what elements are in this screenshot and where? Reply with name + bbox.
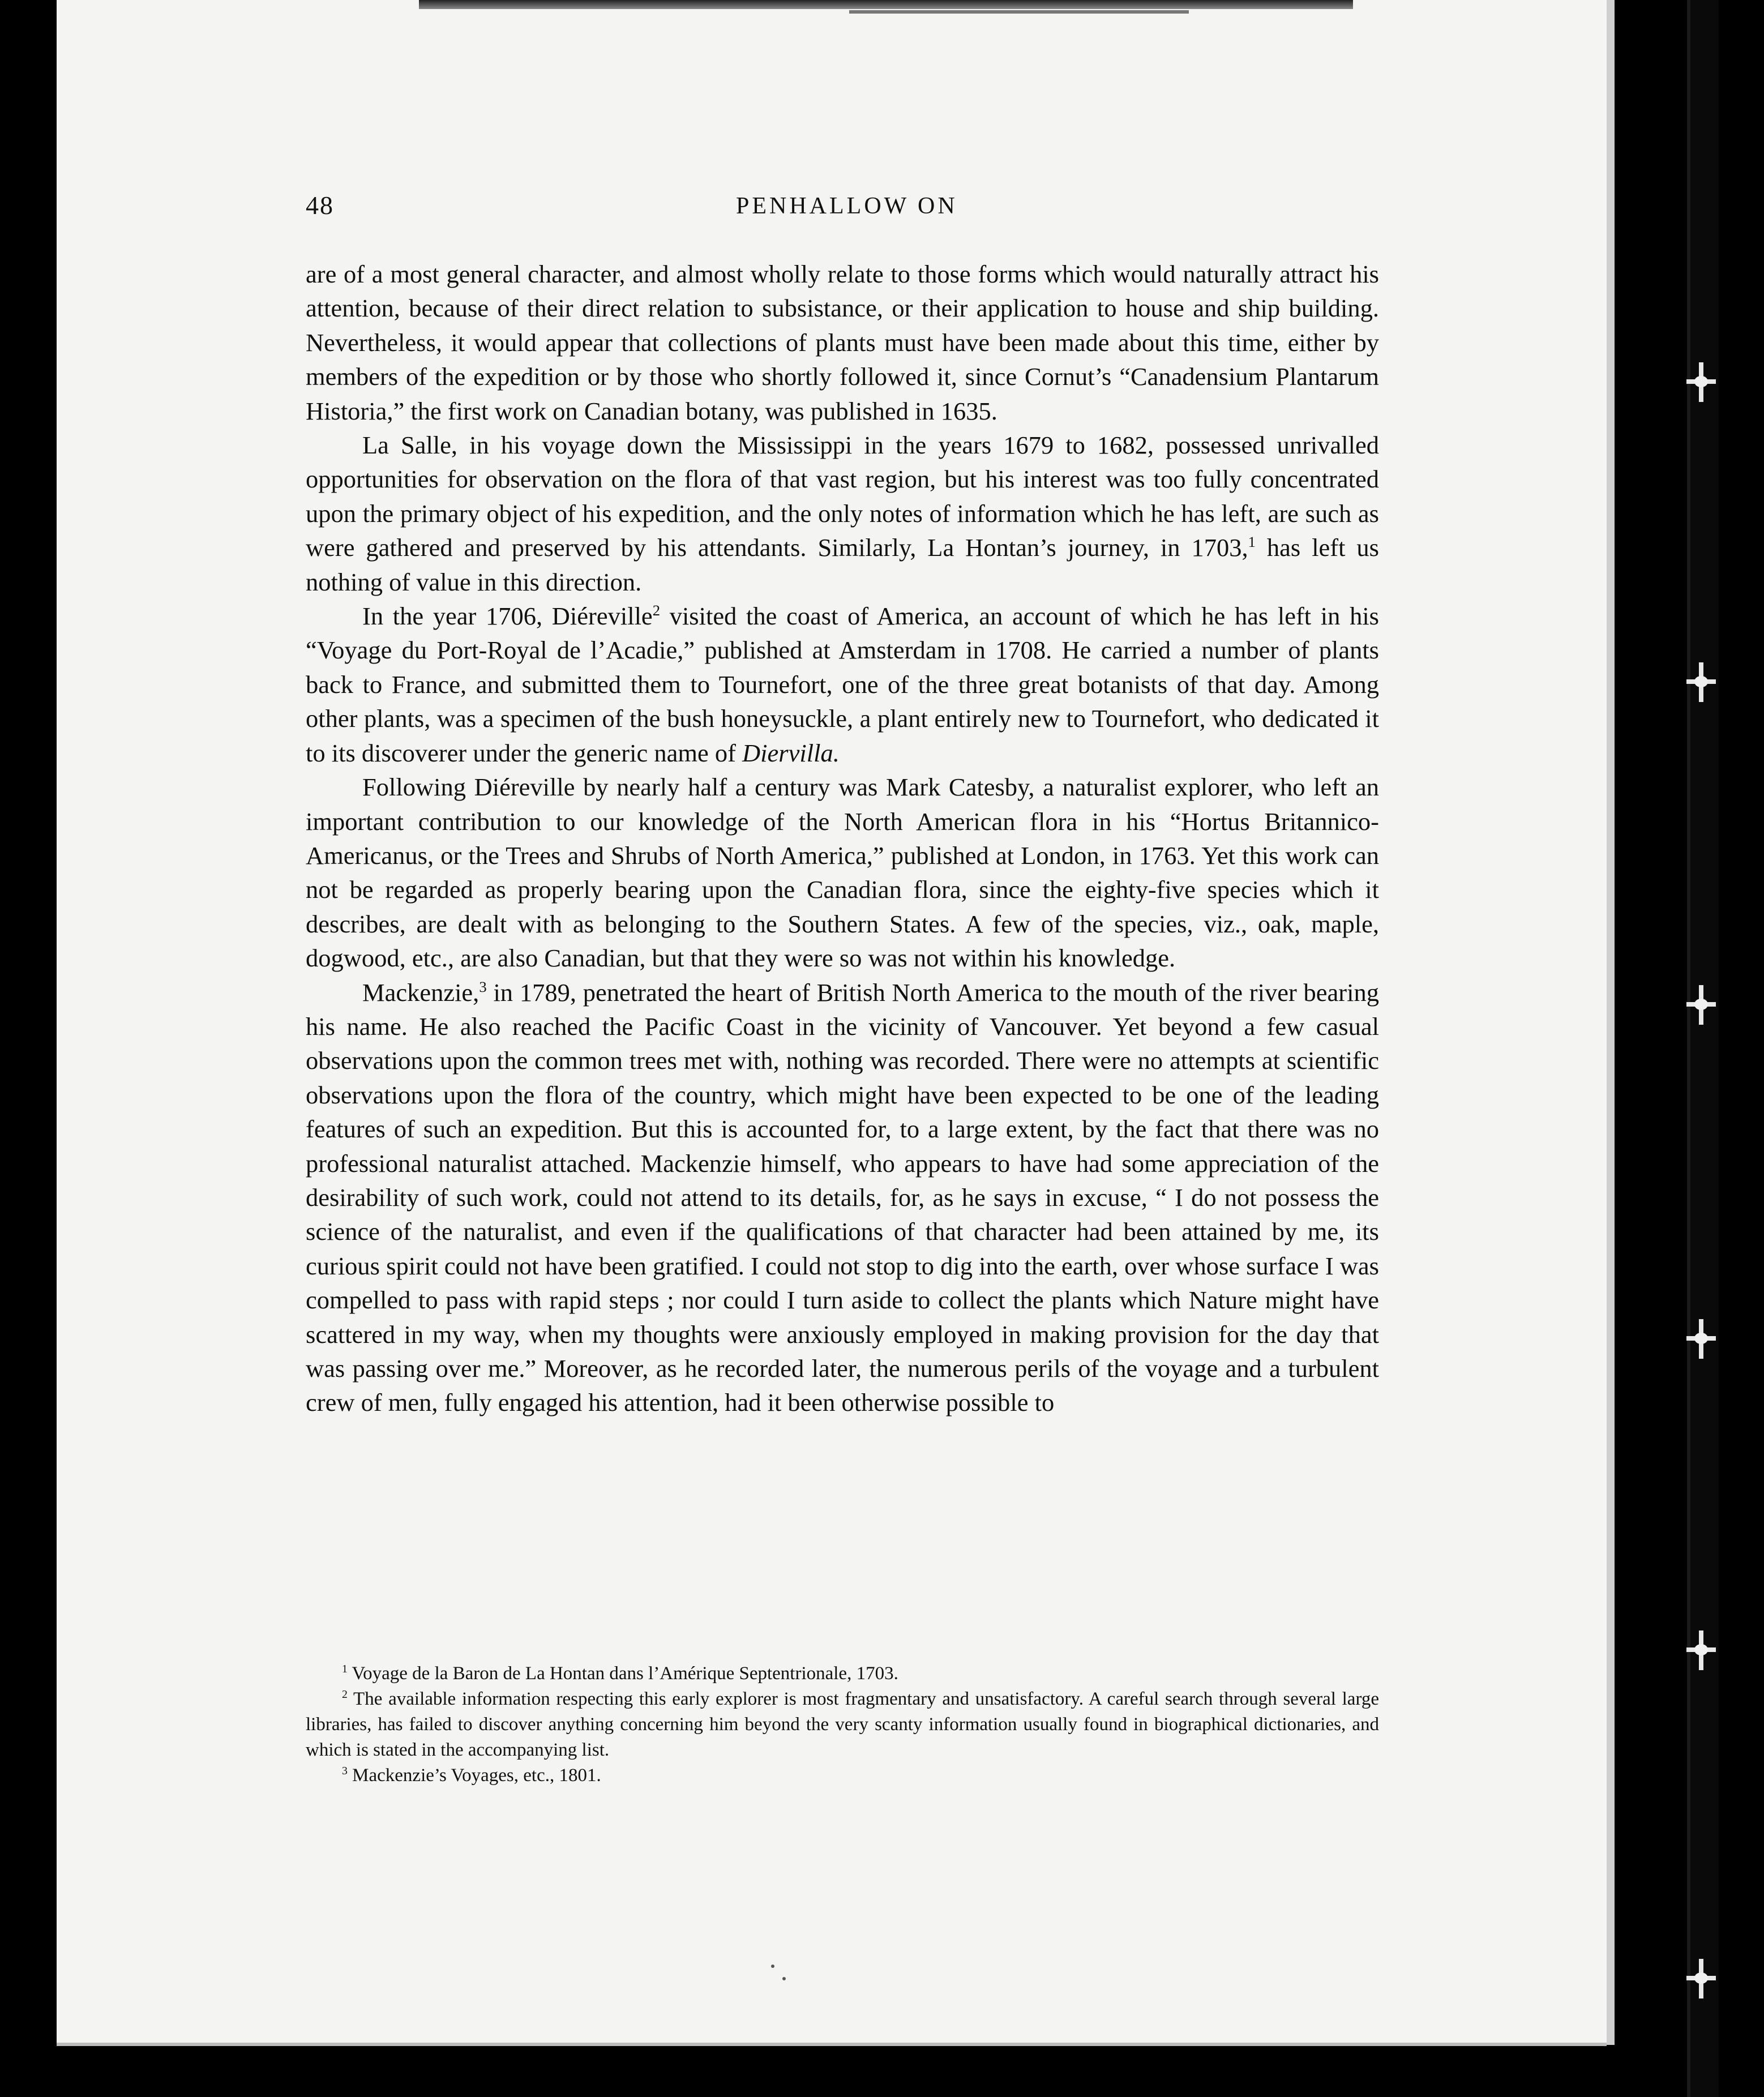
binding-stitch-icon: [1679, 1319, 1724, 1359]
paragraph-text: In the year 1706, Diéreville: [362, 602, 653, 631]
binding-stitch-icon: [1679, 985, 1724, 1025]
body-text: [306, 257, 1379, 1420]
footnote: [306, 1687, 1379, 1763]
top-edge-line: [849, 10, 1189, 14]
page-number: 48: [306, 191, 334, 220]
footnote-reference: 1: [1248, 533, 1256, 551]
paragraph-text: La Salle, in his voyage down the Mississippi in the years 1679 to 1682, possessed unrivalled opportunities for observation on the flora of that vast region, but his interest was too fully concentrated upon the primary object of his expedition, and the only notes of information which he has left, are such as were gathered and preserved by his attendants. Similarly, La Hontan’s journey, in 1703,: [306, 431, 1379, 562]
footnotes: [306, 1661, 1379, 1788]
paragraph-text: are of a most general character, and almost wholly relate to those forms which would naturally attract his attention, because of their direct relation to subsistance, or their application to house and ship building. Nevertheless, it would appear that collections of plants must have been made about this time, either by members of the expedition or by those who shortly followed it, since Cornut’s “Canadensium Plantarum Historia,” the first work on Canadian botany, was published in 1635.: [306, 260, 1379, 425]
paragraph-text: has left us nothing of value in this direction.: [306, 533, 1380, 596]
body-paragraph: [306, 770, 1379, 975]
italic-text: Diervilla.: [742, 738, 840, 767]
paragraph-text: visited the coast of America, an account of which he has left in his “Voyage du Port-Royal de l’Acadie,” published at Amsterdam in 1708. He carried a number of plants back to France, and submitted them to Tournefort, one of the three great botanists of that day. Among other plants, was a specimen of the bush honeysuckle, a plant entirely new to Tournefort, who dedicated it to its discoverer under the generic name of: [306, 602, 1379, 767]
footnote: [306, 1661, 1379, 1687]
binding-stitch-icon: [1679, 362, 1724, 402]
binding-stitch-icon: [1679, 1959, 1724, 1998]
footnote-mark: 3: [342, 1765, 348, 1777]
paragraph-text: in 1789, penetrated the heart of British North America to the mouth of the river bearing his name. He also reached the Pacific Coast in the vicinity of Vancouver. Yet beyond a few casual observations upon the common trees met with, nothing was recorded. There were no attempts at scientific observations upon the flora of the country, which might have been expected to be one of the leading features of such an expedition. But this is accounted for, to a large extent, by the fact that there was no professional naturalist attached. Mackenzie himself, who appears to have had some appreciation of the desirability of such work, could not attend to its details, for, as he says in excuse, “ I do not possess the science of the naturalist, and even if the qualifications of that character had been attained by me, its curious spirit could not have been gratified. I could not stop to dig into the earth, over whose surface I was compelled to pass with rapid steps ; nor could I turn aside to collect the plants which Nature might have scattered in my way, when my thoughts were anxiously employed in making provision for the day that was passing over me.” Moreover, as he recorded later, the numerous perils of the voyage and a turbulent crew of men, fully engaged his attention, had it been otherwise possible to: [306, 978, 1379, 1417]
binding-stitch-icon: [1679, 662, 1724, 702]
body-paragraph: [306, 599, 1379, 770]
body-paragraph: [306, 428, 1379, 599]
paragraph-text: Mackenzie,: [362, 978, 479, 1007]
scan-speck: [771, 1965, 774, 1968]
body-paragraph: [306, 257, 1379, 428]
footnote: [306, 1763, 1379, 1788]
footnote-reference: 2: [652, 602, 661, 619]
binding-strip: [1687, 0, 1719, 2097]
footnote-text: Mackenzie’s Voyages, etc., 1801.: [347, 1765, 601, 1786]
page-bottom-edge: [57, 2043, 1607, 2046]
footnote-text: Voyage de la Baron de La Hontan dans l’Amérique Septentrionale, 1703.: [347, 1663, 898, 1684]
footnote-mark: 2: [342, 1688, 348, 1701]
footnote-reference: 3: [479, 978, 487, 995]
paragraph-text: Following Diéreville by nearly half a century was Mark Catesby, a naturalist explorer, who left an important contribution to our knowledge of the North American flora in his “Hortus Britannico-Americanus, or the Trees and Shrubs of North America,” published at London, in 1763. Yet this work can not be regarded as properly bearing upon the Canadian flora, since the eighty-five species which it describes, are dealt with as belonging to the Southern States. A few of the species, viz., oak, maple, dogwood, etc., are also Canadian, but that they were so was not within his knowledge.: [306, 773, 1379, 973]
binding-spine: [1607, 0, 1764, 2097]
page-edge: [1607, 0, 1615, 2045]
page-header: [306, 190, 1376, 224]
footnote-mark: 1: [342, 1663, 348, 1675]
body-paragraph: [306, 975, 1379, 1420]
footnote-text: The available information respecting this early explorer is most fragmentary and unsatisfactory. A careful search through several large libraries, has failed to discover anything concerning him beyond the very scanty information usually found in biographical dictionaries, and which is stated in the accompanying list.: [306, 1689, 1379, 1760]
top-edge-shadow: [419, 0, 1353, 9]
binding-stitch-icon: [1679, 1630, 1724, 1670]
scan-speck: [782, 1977, 786, 1980]
running-title: PENHALLOW ON: [736, 193, 958, 219]
